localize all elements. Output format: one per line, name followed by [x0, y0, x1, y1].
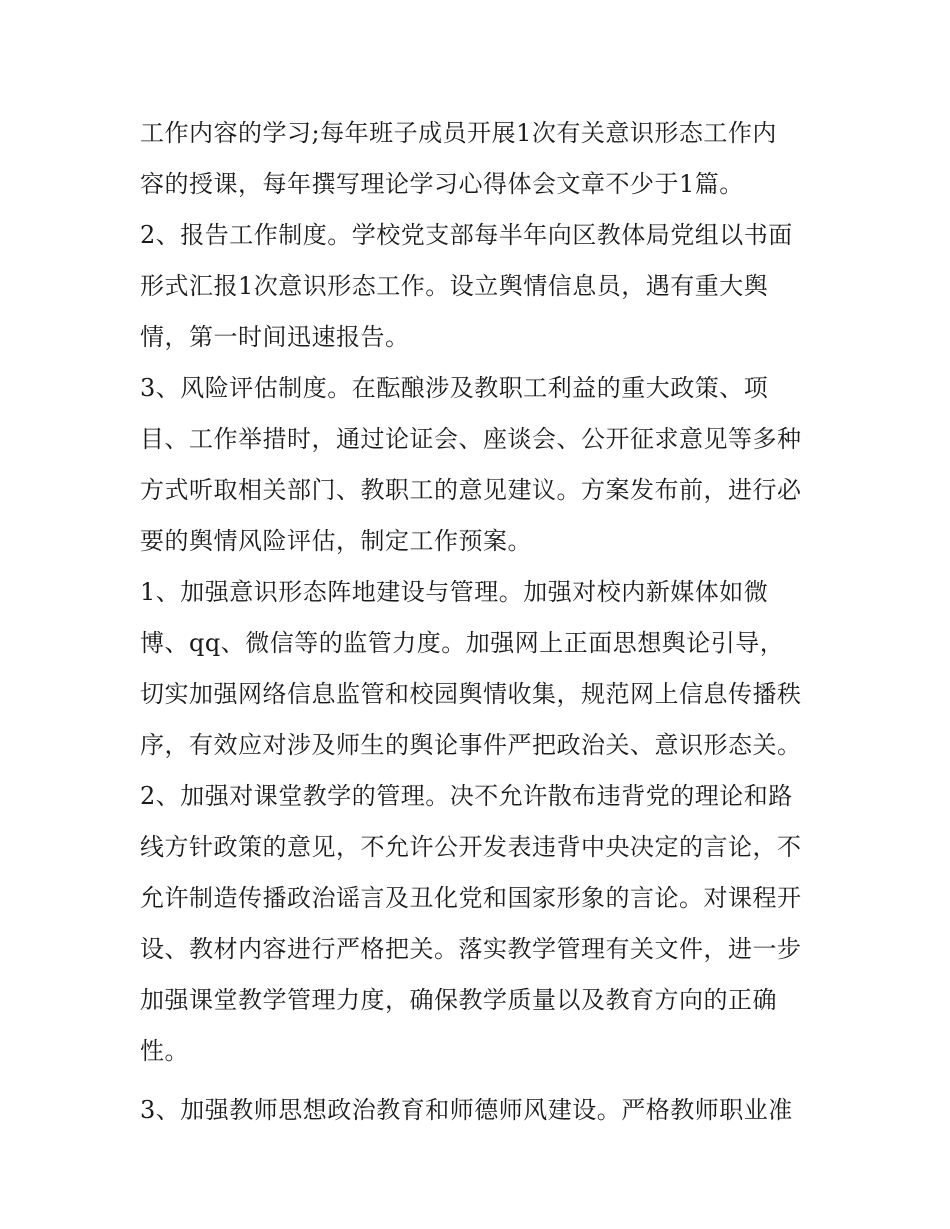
text-line: 线方针政策的意见，不允许公开发表违背中央决定的言论，不: [140, 833, 802, 861]
text-line: 2、报告工作制度。学校党支部每半年向区教体局党组以书面: [140, 221, 793, 249]
text-line: 形式汇报1次意识形态工作。设立舆情信息员，遇有重大舆: [140, 272, 769, 300]
text-line: 3、加强教师思想政治教育和师德师风建设。严格教师职业准: [140, 1096, 793, 1124]
text-line: 容的授课，每年撰写理论学习心得体会文章不少于1篇。: [140, 170, 744, 198]
text-line: 2、加强对课堂教学的管理。决不允许散布违背党的理论和路: [140, 782, 793, 810]
text-line: 序，有效应对涉及师生的舆论事件严把政治关、意识形态关。: [140, 731, 802, 759]
text-line: 3、风险评估制度。在酝酿涉及教职工利益的重大政策、项: [140, 374, 769, 402]
text-line: 目、工作举措时，通过论证会、座谈会、公开征求意见等多种: [140, 425, 802, 453]
text-line: 博、qq、微信等的监管力度。加强网上正面思想舆论引导，: [140, 629, 785, 657]
text-line: 切实加强网络信息监管和校园舆情收集，规范网上信息传播秩: [140, 680, 802, 708]
text-line: 1、加强意识形态阵地建设与管理。加强对校内新媒体如微: [140, 578, 769, 606]
text-line: 设、教材内容进行严格把关。落实教学管理有关文件，进一步: [140, 935, 802, 963]
text-line: 方式听取相关部门、教职工的意见建议。方案发布前，进行必: [140, 476, 802, 504]
text-line: 工作内容的学习;每年班子成员开展1次有关意识形态工作内: [140, 119, 777, 147]
text-line: 要的舆情风险评估，制定工作预案。: [140, 527, 532, 555]
text-line: 性。: [140, 1037, 189, 1065]
text-line: 加强课堂教学管理力度，确保教学质量以及教育方向的正确: [140, 986, 777, 1014]
text-line: 情，第一时间迅速报告。: [140, 323, 410, 351]
text-line: 允许制造传播政治谣言及丑化党和国家形象的言论。对课程开: [140, 884, 802, 912]
document-body: [140, 108, 820, 1136]
